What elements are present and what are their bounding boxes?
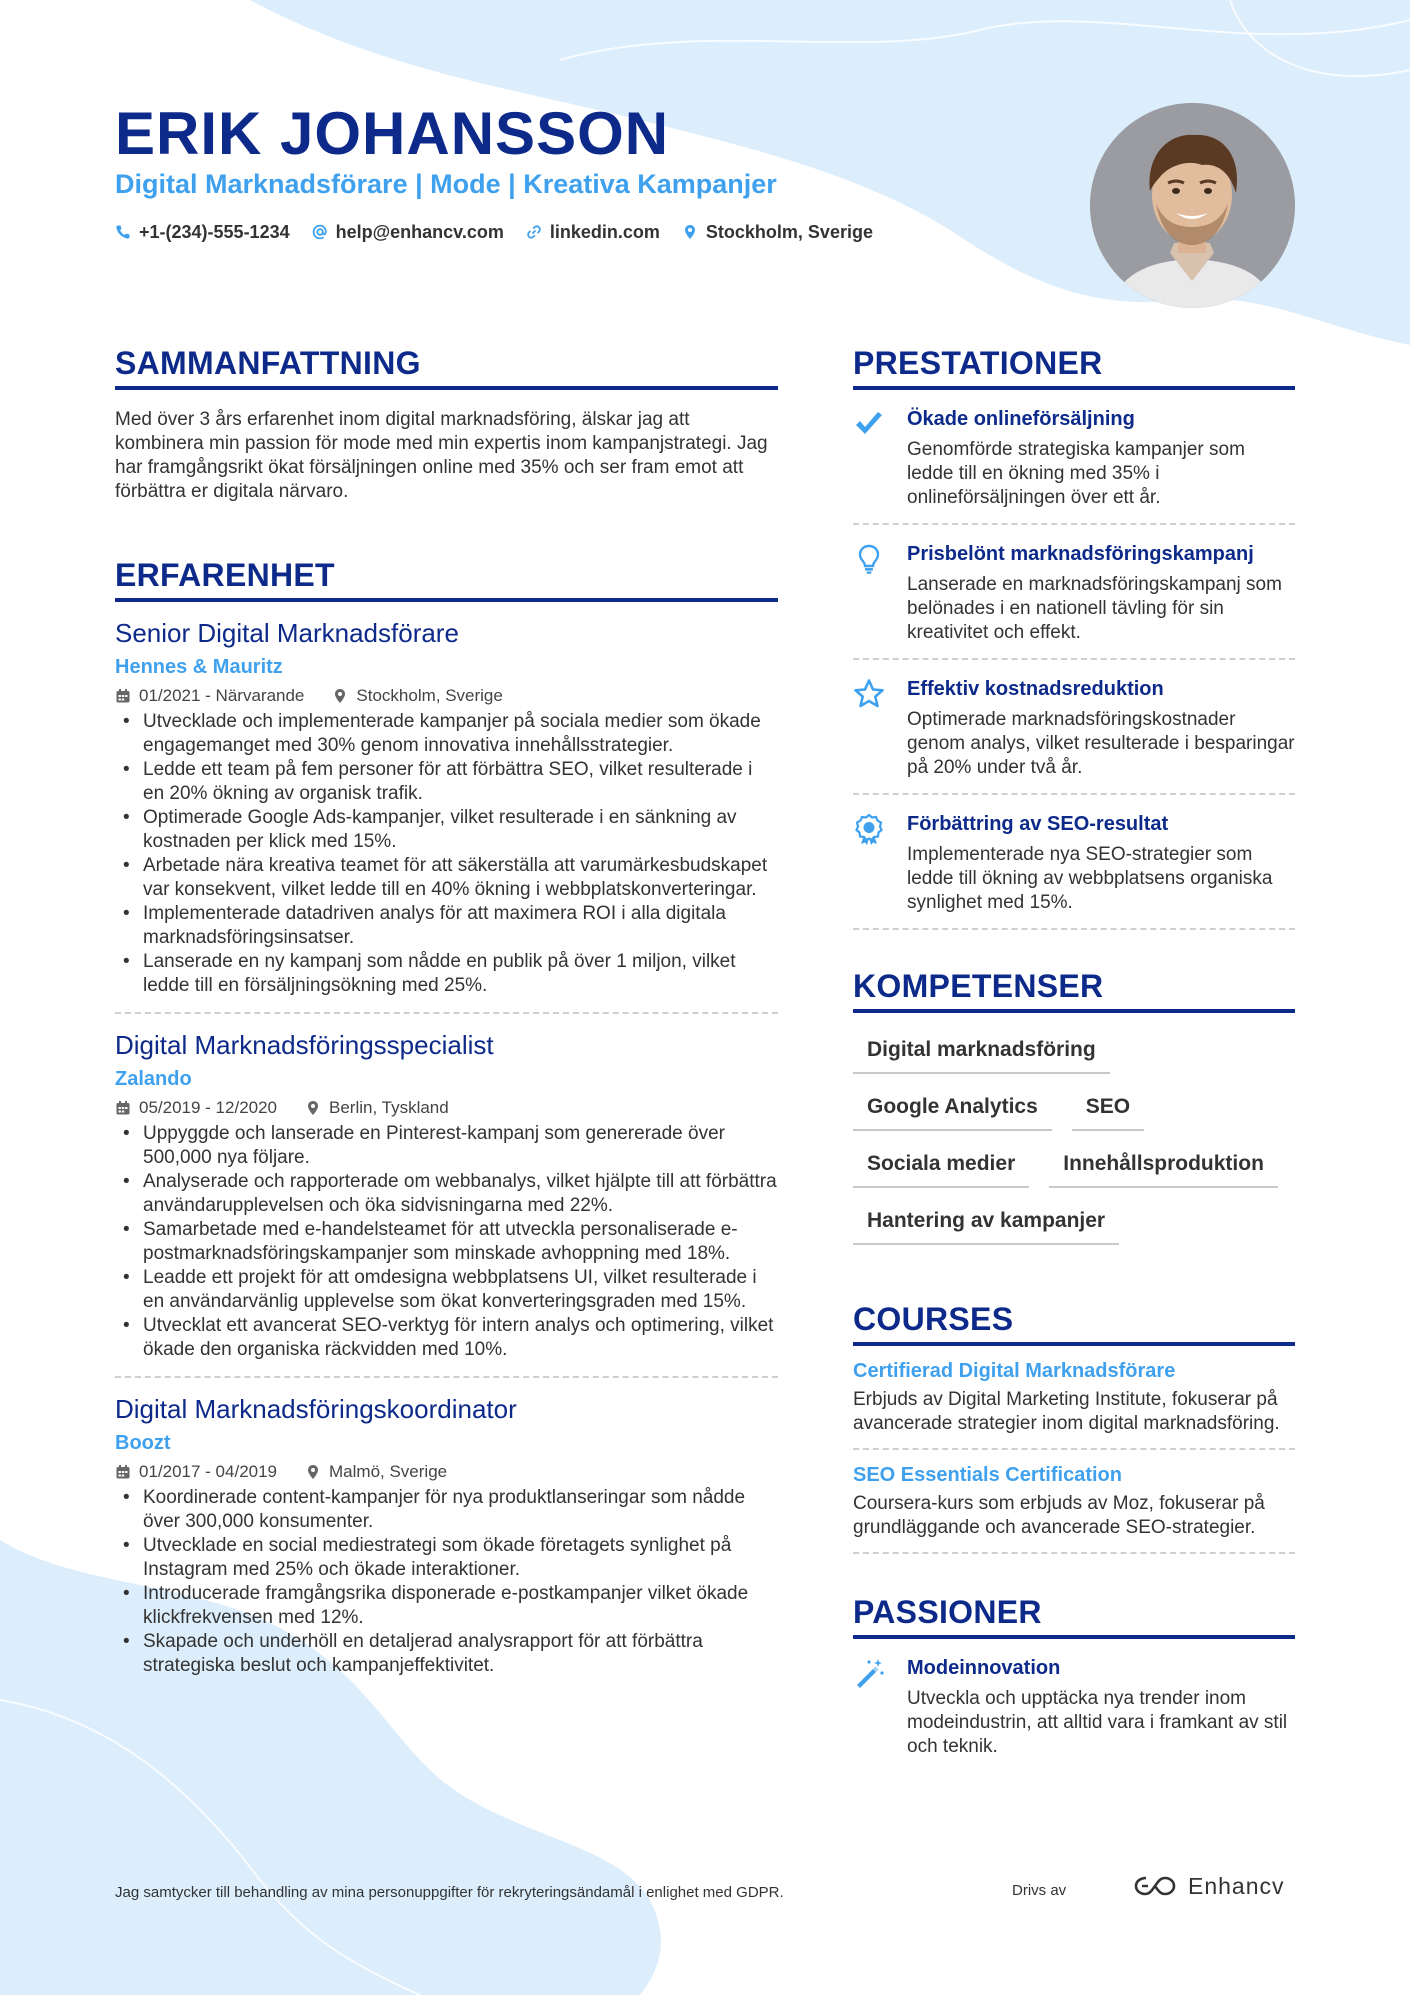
job-dates (115, 1096, 277, 1120)
phone-icon (115, 224, 131, 240)
job-bullets (115, 1486, 778, 1678)
candidate-title: Digital Marknadsförare | Mode | Kreativa Kampanjer (115, 169, 777, 199)
contact-bar (115, 219, 873, 245)
job-title: Digital Marknadsföringsspecialist (115, 1030, 494, 1060)
achievement-item (853, 525, 1295, 660)
job-bullet: • Introducerade framgångsrika disponerade e-postkampanjer vilket ökade klickfrekvensen med 12%. (115, 1582, 778, 1630)
job-company: Hennes & Mauritz (115, 656, 283, 678)
skill-tag: Hantering av kampanjer (853, 1202, 1119, 1245)
job-title: Senior Digital Marknadsförare (115, 618, 459, 648)
job-location-text: Berlin, Tyskland (329, 1098, 449, 1117)
job-bullet: • Utvecklade en social mediestrategi som ökade företagets synlighet på Instagram med 25% och ökade interaktioner. (115, 1534, 778, 1582)
calendar-icon (115, 1464, 131, 1480)
job-bullet: • Koordinerade content-kampanjer för nya produktlanseringar som nådde över 300,000 konsumenter. (115, 1486, 778, 1534)
job-bullet: • Analyserade och rapporterade om webbanalys, vilket hjälpte till att förbättra användarupplevelsen och öka sidvisningarna med 22%. (115, 1170, 778, 1218)
enhancv-logo-icon (1132, 1872, 1178, 1900)
skill-tag: Sociala medier (853, 1145, 1029, 1188)
award-badge-icon (853, 811, 893, 915)
course-desc: Erbjuds av Digital Marketing Institute, fokuserar på avancerade strategier inom digital marknadsföring. (853, 1389, 1280, 1434)
location-pin-icon (305, 1464, 321, 1480)
job-company: Boozt (115, 1432, 171, 1454)
job-dates-text: 01/2021 - Närvarande (139, 686, 305, 705)
job-bullet: • Implementerade datadriven analys för att maximera ROI i alla digitala marknadsföringsinsatser. (115, 902, 778, 950)
checkmark-icon (853, 406, 893, 510)
calendar-icon (115, 1100, 131, 1116)
magic-wand-icon (853, 1655, 893, 1759)
job-company: Zalando (115, 1068, 192, 1090)
job-bullet: • Utvecklade och implementerade kampanjer på sociala medier som ökade engagemanget med 30% genom innovativa innehållsstrategier. (115, 710, 778, 758)
summary-text: Med över 3 års erfarenhet inom digital marknadsföring, älskar jag att kombinera min passion för mode med min expertis inom kampanjstrategi. Jag har framgångsrikt ökat försäljningen online med 35% och ser fram emot att förbättra er digitala närvaro. (115, 409, 768, 502)
job-entry (115, 1376, 778, 1678)
course-item (853, 1450, 1295, 1554)
achievement-desc: Implementerade nya SEO-strategier som ledde till ökning av webbplatsens organiska synlighet med 15%. (907, 844, 1273, 913)
achievement-desc: Lanserade en marknadsföringskampanj som belönades i en nationell tävling för sin kreativitet och effekt. (907, 574, 1282, 643)
job-location (305, 1096, 449, 1120)
job-bullet: • Skapade och underhöll en detaljerad analysrapport för att förbättra strategiska beslut och kampanjeffektivitet. (115, 1630, 778, 1678)
job-bullet: • Samarbetade med e-handelsteamet för att utveckla personaliserade e-postmarknadsföringskampanjer som minskade avhoppning med 18%. (115, 1218, 778, 1266)
job-location-text: Malmö, Sverige (329, 1462, 448, 1481)
course-title: Certifierad Digital Marknadsförare (853, 1360, 1176, 1382)
job-location-text: Stockholm, Sverige (356, 686, 503, 705)
job-dates-text: 01/2017 - 04/2019 (139, 1462, 278, 1481)
achievement-title: Prisbelönt marknadsföringskampanj (907, 543, 1254, 565)
job-bullet: • Arbetade nära kreativa teamet för att säkerställa att varumärkesbudskapet var konsekvent, vilket ledde till en 40% ökning i webbplatskonverteringar. (115, 854, 778, 902)
contact-phone-text: +1-(234)-555-1234 (139, 222, 290, 242)
job-entry (115, 616, 778, 998)
skill-tag: Digital marknadsföring (853, 1031, 1110, 1074)
job-bullet: • Optimerade Google Ads-kampanjer, vilket resulterade i en sänkning av kostnaden per klick med 15%. (115, 806, 778, 854)
skill-tag: Google Analytics (853, 1088, 1052, 1131)
job-bullets (115, 710, 778, 998)
achievement-title: Ökade onlineförsäljning (907, 408, 1135, 430)
job-title: Digital Marknadsföringskoordinator (115, 1394, 517, 1424)
passion-title: Modeinnovation (907, 1657, 1061, 1679)
achievement-item (853, 795, 1295, 930)
passions-heading: PASSIONER (853, 1592, 1295, 1639)
passion-item (853, 1639, 1295, 1772)
achievement-title: Effektiv kostnadsreduktion (907, 678, 1164, 700)
job-bullets (115, 1122, 778, 1362)
achievement-desc: Optimerade marknadsföringskostnader genom analys, vilket resulterade i besparingar på 20% under två år. (907, 709, 1295, 778)
job-meta (115, 684, 778, 708)
achievement-title: Förbättring av SEO-resultat (907, 813, 1169, 835)
passion-desc: Utveckla och upptäcka nya trender inom modeindustrin, att alltid vara i framkant av stil och teknik. (907, 1688, 1288, 1757)
summary-heading: SAMMANFATTNING (115, 343, 778, 390)
courses-heading: COURSES (853, 1299, 1295, 1346)
link-icon (526, 224, 542, 240)
skill-tag: SEO (1072, 1088, 1144, 1131)
job-bullet: • Lanserade en ny kampanj som nådde en publik på över 1 miljon, vilket ledde till en försäljningsökning med 25%. (115, 950, 778, 998)
powered-by-label: Drivs av (1012, 1882, 1067, 1899)
job-meta (115, 1096, 778, 1120)
job-dates-text: 05/2019 - 12/2020 (139, 1098, 278, 1117)
job-location (332, 684, 502, 708)
job-bullet: • Uppyggde och lanserade en Pinterest-kampanj som genererade över 500,000 nya följare. (115, 1122, 778, 1170)
skills-list (853, 1031, 1295, 1245)
contact-phone[interactable] (115, 219, 290, 245)
achievement-item (853, 390, 1295, 525)
brand-name: Enhancv (1188, 1872, 1285, 1899)
contact-location-text: Stockholm, Sverige (705, 222, 873, 242)
brand-logo[interactable] (1132, 1872, 1285, 1900)
course-title: SEO Essentials Certification (853, 1464, 1122, 1486)
star-icon (853, 676, 893, 780)
calendar-icon (115, 688, 131, 704)
right-column (853, 343, 1295, 1772)
achievements-heading: PRESTATIONER (853, 343, 1295, 390)
job-dates (115, 684, 304, 708)
job-location (305, 1460, 447, 1484)
left-column (115, 343, 778, 1678)
course-item (853, 1346, 1295, 1450)
job-dates (115, 1460, 277, 1484)
at-icon (312, 224, 328, 240)
contact-linkedin[interactable] (526, 219, 660, 245)
job-entry (115, 1012, 778, 1362)
experience-heading: ERFARENHET (115, 555, 778, 602)
achievement-desc: Genomförde strategiska kampanjer som ledde till en ökning med 35% i onlineförsäljningen över ett år. (907, 439, 1245, 508)
contact-linkedin-text: linkedin.com (549, 222, 660, 242)
job-bullet: • Ledde ett team på fem personer för att förbättra SEO, vilket resulterade i en 20% ökning av organisk trafik. (115, 758, 778, 806)
skills-heading: KOMPETENSER (853, 966, 1295, 1013)
gdpr-consent: Jag samtycker till behandling av mina personuppgifter för rekryteringsändamål i enlighet med GDPR. (115, 1884, 784, 1901)
contact-email[interactable] (312, 219, 504, 245)
job-bullet: • Leadde ett projekt för att omdesigna webbplatsens UI, vilket resulterade i en användarvänlig upplevelse som ökat konverteringsgraden med 15%. (115, 1266, 778, 1314)
contact-location (682, 219, 873, 245)
course-desc: Coursera-kurs som erbjuds av Moz, fokuserar på grundläggande och avancerade SEO-strategier. (853, 1493, 1265, 1538)
skill-tag: Innehållsproduktion (1049, 1145, 1278, 1188)
achievement-item (853, 660, 1295, 795)
job-bullet: • Utvecklat ett avancerat SEO-verktyg för intern analys och optimering, vilket ökade den organiska räckvidden med 10%. (115, 1314, 778, 1362)
contact-email-text: help@enhancv.com (335, 222, 504, 242)
candidate-name: ERIK JOHANSSON (115, 100, 670, 167)
location-pin-icon (332, 688, 348, 704)
location-pin-icon (305, 1100, 321, 1116)
job-meta (115, 1460, 778, 1484)
lightbulb-icon (853, 541, 893, 645)
profile-photo (1090, 103, 1295, 308)
location-pin-icon (682, 224, 698, 240)
